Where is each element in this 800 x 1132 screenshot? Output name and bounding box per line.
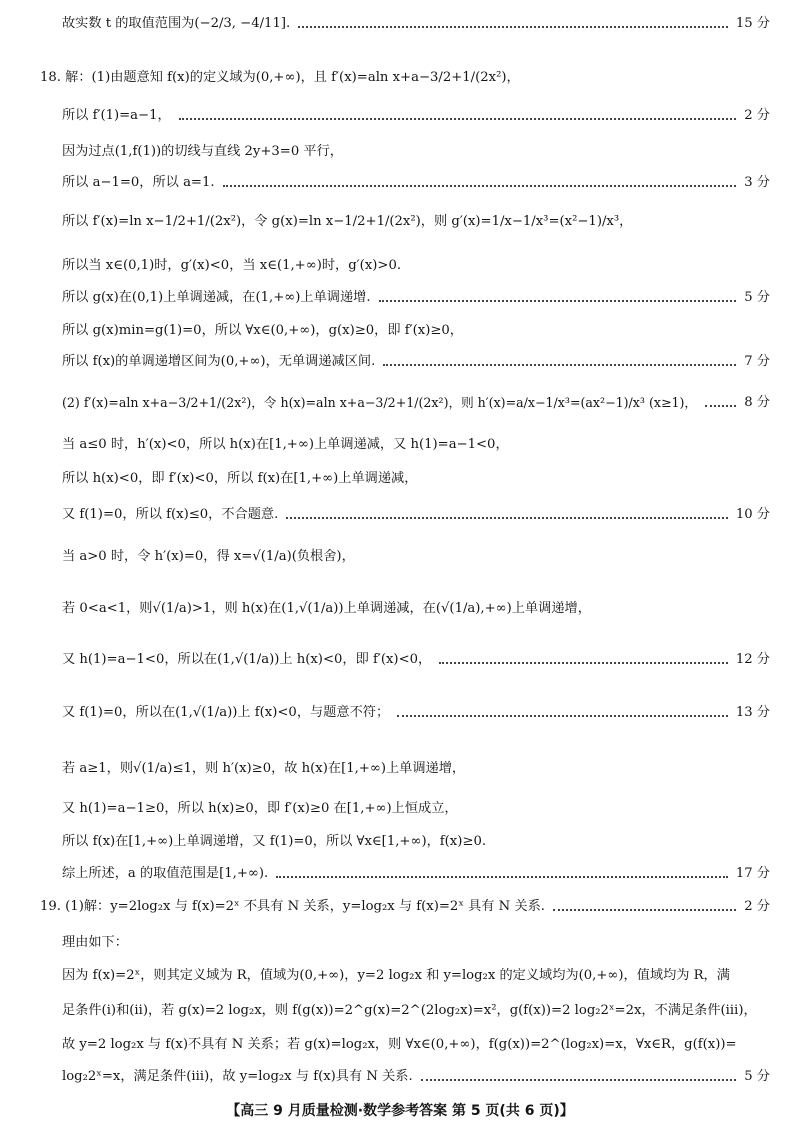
line-21: 综上所述，a 的取值范围是[1,+∞). 17 分 bbox=[62, 866, 770, 881]
line-26: 故 y=2 log₂x 与 f(x)不具有 N 关系；若 g(x)=log₂x，则 ∀x∈(0,+∞)，f(g(x))=2^(log₂x)=x，∀x∈R，g(f(x))= bbox=[62, 1037, 737, 1052]
score: 13 分 bbox=[735, 705, 770, 720]
score: 10 分 bbox=[735, 507, 770, 522]
score: 2 分 bbox=[744, 108, 770, 123]
line-19: 又 h(1)=a−1≥0，所以 h(x)≥0，即 f′(x)≥0 在[1,+∞)上恒成立， bbox=[62, 801, 458, 816]
score: 2 分 bbox=[744, 899, 770, 914]
leader-dots bbox=[705, 405, 736, 407]
score: 7 分 bbox=[744, 354, 770, 369]
leader-dots bbox=[397, 715, 728, 717]
line-6: 所以当 x∈(0,1)时，g′(x)<0，当 x∈(1,+∞)时，g′(x)>0. bbox=[62, 258, 402, 273]
line-9: 所以 f(x)的单调递增区间为(0,+∞)，无单调递减区间. 7 分 bbox=[62, 354, 770, 369]
line-11: 当 a≤0 时，h′(x)<0，所以 h(x)在[1,+∞)上单调递减，又 h(1)=a−1<0， bbox=[62, 437, 509, 452]
line-23: 理由如下： bbox=[62, 935, 128, 950]
line-14: 当 a>0 时，令 h′(x)=0，得 x=√(1/a)(负根舍)， bbox=[62, 549, 355, 564]
leader-dots bbox=[439, 662, 728, 664]
line-13: 又 f(1)=0，所以 f(x)≤0，不合题意. 10 分 bbox=[62, 507, 770, 522]
line-20: 所以 f(x)在[1,+∞)上单调递增，又 f(1)=0，所以 ∀x∈[1,+∞)，f(x)≥0. bbox=[62, 834, 487, 849]
leader-dots bbox=[179, 118, 737, 120]
leader-dots bbox=[553, 909, 736, 911]
line-5: 所以 f′(x)=ln x−1/2+1/(2x²)，令 g(x)=ln x−1/2+1/(2x²)，则 g′(x)=1/x−1/x³=(x²−1)/x³， bbox=[62, 214, 633, 229]
score: 3 分 bbox=[744, 175, 770, 190]
score: 17 分 bbox=[735, 866, 770, 881]
leader-dots bbox=[383, 364, 736, 366]
line-0: 故实数 t 的取值范围为(−2/3, −4/11]. 15 分 bbox=[62, 16, 770, 31]
page-footer: 【高三 9 月质量检测·数学参考答案 第 5 页(共 6 页)】 bbox=[226, 1103, 574, 1119]
line-18: 若 a≥1，则√(1/a)≤1，则 h′(x)≥0，故 h(x)在[1,+∞)上单调递增， bbox=[62, 761, 466, 776]
line-8: 所以 g(x)min=g(1)=0，所以 ∀x∈(0,+∞)，g(x)≥0，即 f′(x)≥0， bbox=[62, 323, 463, 338]
line-24: 因为 f(x)=2ˣ，则其定义域为 R，值域为(0,+∞)，y=2 log₂x 和 y=log₂x 的定义域均为(0,+∞)，值域均为 R，满 bbox=[62, 968, 730, 983]
line-2: 所以 f′(1)=a−1， 2 分 bbox=[62, 108, 770, 123]
line-3: 因为过点(1,f(1))的切线与直线 2y+3=0 平行， bbox=[62, 144, 343, 159]
line-22: 19. (1)解：y=2log₂x 与 f(x)=2ˣ 不具有 N 关系，y=log₂x 与 f(x)=2ˣ 具有 N 关系. 2 分 bbox=[40, 899, 770, 914]
line-27: log₂2ˣ=x，满足条件(ⅲ)，故 y=log₂x 与 f(x)具有 N 关系. 5 分 bbox=[62, 1069, 770, 1084]
leader-dots bbox=[276, 876, 728, 878]
line-16: 又 h(1)=a−1<0，所以在(1,√(1/a))上 h(x)<0，即 f′(x)<0， 12 分 bbox=[62, 652, 770, 667]
leader-dots bbox=[298, 26, 728, 28]
line-4: 所以 a−1=0，所以 a=1. 3 分 bbox=[62, 175, 770, 190]
line-10: (2) f′(x)=aln x+a−3/2+1/(2x²)，令 h(x)=aln x+a−3/2+1/(2x²)，则 h′(x)=a/x−1/x³=(ax²−1)/x³ (x≥1)， 8 分 bbox=[62, 395, 770, 410]
line-25: 足条件(ⅰ)和(ⅱ)，若 g(x)=2 log₂x，则 f(g(x))=2^g(x)=2^(2log₂x)=x²，g(f(x))=2 log₂2ˣ=2x，不满足条件(ⅲ)， bbox=[62, 1003, 757, 1018]
leader-dots bbox=[286, 517, 728, 519]
line-7: 所以 g(x)在(0,1)上单调递减，在(1,+∞)上单调递增. 5 分 bbox=[62, 290, 770, 305]
score: 5 分 bbox=[744, 1069, 770, 1084]
score: 5 分 bbox=[744, 290, 770, 305]
line-15: 若 0<a<1，则√(1/a)>1，则 h(x)在(1,√(1/a))上单调递减，在(√(1/a),+∞)上单调递增， bbox=[62, 601, 591, 616]
line-17: 又 f(1)=0，所以在(1,√(1/a))上 f(x)<0，与题意不符； 13 分 bbox=[62, 705, 770, 720]
leader-dots bbox=[421, 1079, 737, 1081]
line-12: 所以 h(x)<0，即 f′(x)<0，所以 f(x)在[1,+∞)上单调递减， bbox=[62, 471, 418, 486]
leader-dots bbox=[223, 185, 737, 187]
line-1: 18. 解：(1)由题意知 f(x)的定义域为(0,+∞)，且 f′(x)=aln x+a−3/2+1/(2x²)， bbox=[40, 70, 520, 85]
score: 15 分 bbox=[735, 16, 770, 31]
score: 12 分 bbox=[735, 652, 770, 667]
score: 8 分 bbox=[744, 395, 770, 410]
leader-dots bbox=[379, 300, 737, 302]
